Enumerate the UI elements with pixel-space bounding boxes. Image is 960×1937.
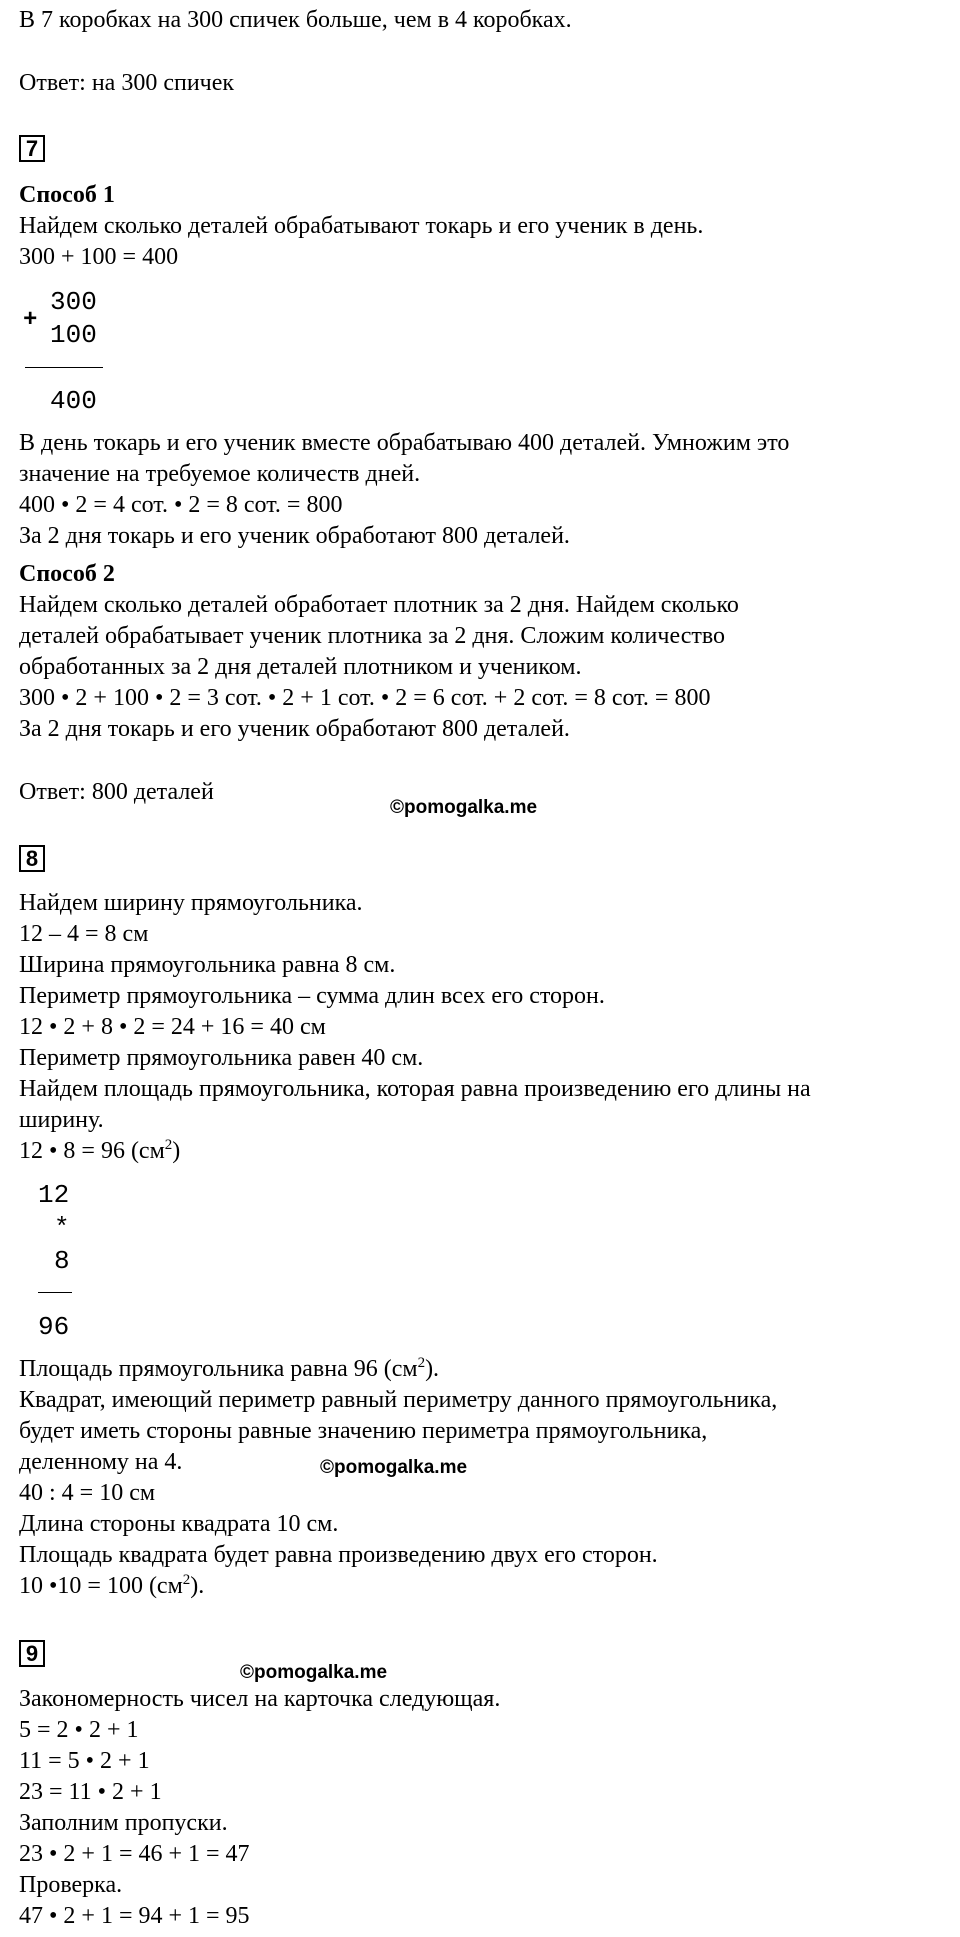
task7-column-plus: + xyxy=(23,307,38,334)
task8-line9: 12 • 8 = 96 $(см^2)$ xyxy=(19,1137,181,1164)
task7-column-a: 300 xyxy=(50,287,97,317)
task8-line15: Длина стороны квадрата 10 см. xyxy=(19,1511,339,1537)
task9-line8: 47 • 2 + 1 = 94 + 1 = 95 xyxy=(19,1903,250,1929)
intro-sentence: В 7 коробках на 300 спичек больше, чем в 4 коробках. xyxy=(19,7,572,33)
task9-line6: 23 • 2 + 1 = 46 + 1 = 47 xyxy=(19,1841,250,1867)
task8-column-rule xyxy=(38,1292,72,1293)
task7-m1-line5: 400 • 2 = 4 сот. • 2 = 8 сот. = 800 xyxy=(19,492,343,518)
task9-line3: 11 = 5 • 2 + 1 xyxy=(19,1748,150,1774)
task7-m2-line4: 300 • 2 + 100 • 2 = 3 сот. • 2 + 1 сот. • 2 = 6 сот. + 2 сот. = 8 сот. = 800 xyxy=(19,685,711,711)
task7-answer: Ответ: 800 деталей xyxy=(19,779,214,805)
task8-line17: 10 •10 = 100 $(см^2)$. xyxy=(19,1572,205,1599)
task9-line1: Закономерность чисел на карточка следующая. xyxy=(19,1686,501,1712)
task8-line11: Квадрат, имеющий периметр равный периметру данного прямоугольника, xyxy=(19,1387,778,1413)
task7-column-rule xyxy=(25,367,103,368)
task8-line13: деленному на 4. xyxy=(19,1449,183,1475)
task7-m2-line3: обработанных за 2 дня деталей плотником и учеником. xyxy=(19,654,582,680)
task7-m1-line4: значение на требуемое количеств дней. xyxy=(19,461,421,487)
task9-number: 9 xyxy=(19,1640,45,1667)
task7-m2-line1: Найдем сколько деталей обработает плотник за 2 дня. Найдем сколько xyxy=(19,592,739,618)
task8-line1: Найдем ширину прямоугольника. xyxy=(19,890,363,916)
task7-method2-title: Способ 2 xyxy=(19,561,115,587)
task7-m1-line3: В день токарь и его ученик вместе обрабатываю 400 деталей. Умножим это xyxy=(19,430,790,456)
watermark: ©pomogalka.me xyxy=(240,1662,388,1683)
watermark: ©pomogalka.me xyxy=(320,1457,468,1478)
task8-line12: будет иметь стороны равные значению периметра прямоугольника, xyxy=(19,1418,708,1444)
task9-line4: 23 = 11 • 2 + 1 xyxy=(19,1779,162,1805)
task7-number: 7 xyxy=(19,135,45,162)
intro-answer: Ответ: на 300 спичек xyxy=(19,70,235,96)
task8-line7: Найдем площадь прямоугольника, которая равна произведению его длины на xyxy=(19,1076,811,1102)
task7-method1-title: Способ 1 xyxy=(19,182,115,208)
task8-line8: ширину. xyxy=(19,1107,104,1133)
task8-line5: 12 • 2 + 8 • 2 = 24 + 16 = 40 см xyxy=(19,1014,326,1040)
watermark: ©pomogalka.me xyxy=(390,797,538,818)
task9-line7: Проверка. xyxy=(19,1872,123,1898)
task9-line2: 5 = 2 • 2 + 1 xyxy=(19,1717,139,1743)
task8-line10: Площадь прямоугольника равна 96 $(см^2)$. xyxy=(19,1355,440,1382)
task7-m1-line6: За 2 дня токарь и его ученик обработают 800 деталей. xyxy=(19,523,570,549)
task8-column-a: 12 xyxy=(38,1180,70,1210)
task7-m2-line2: деталей обрабатывает ученик плотника за 2 дня. Сложим количество xyxy=(19,623,726,649)
task8-column-b: 8 xyxy=(54,1246,70,1276)
task8-line3: Ширина прямоугольника равна 8 см. xyxy=(19,952,396,978)
task7-column-b: 100 xyxy=(50,320,97,350)
task7-column-sum: 400 xyxy=(50,386,97,416)
task9-line5: Заполним пропуски. xyxy=(19,1810,228,1836)
task8-line16: Площадь квадрата будет равна произведению двух его сторон. xyxy=(19,1542,658,1568)
task7-m1-line2: 300 + 100 = 400 xyxy=(19,244,179,270)
task8-column-operator: * xyxy=(54,1213,70,1243)
task8-line14: 40 : 4 = 10 см xyxy=(19,1480,156,1506)
task8-number: 8 xyxy=(19,845,45,872)
task8-line6: Периметр прямоугольника равен 40 см. xyxy=(19,1045,424,1071)
task8-column-result: 96 xyxy=(38,1312,70,1342)
task7-m1-line1: Найдем сколько деталей обрабатывают токарь и его ученик в день. xyxy=(19,213,704,239)
task8-line2: 12 – 4 = 8 см xyxy=(19,921,149,947)
task8-line4: Периметр прямоугольника – сумма длин всех его сторон. xyxy=(19,983,605,1009)
task7-m2-line5: За 2 дня токарь и его ученик обработают 800 деталей. xyxy=(19,716,570,742)
